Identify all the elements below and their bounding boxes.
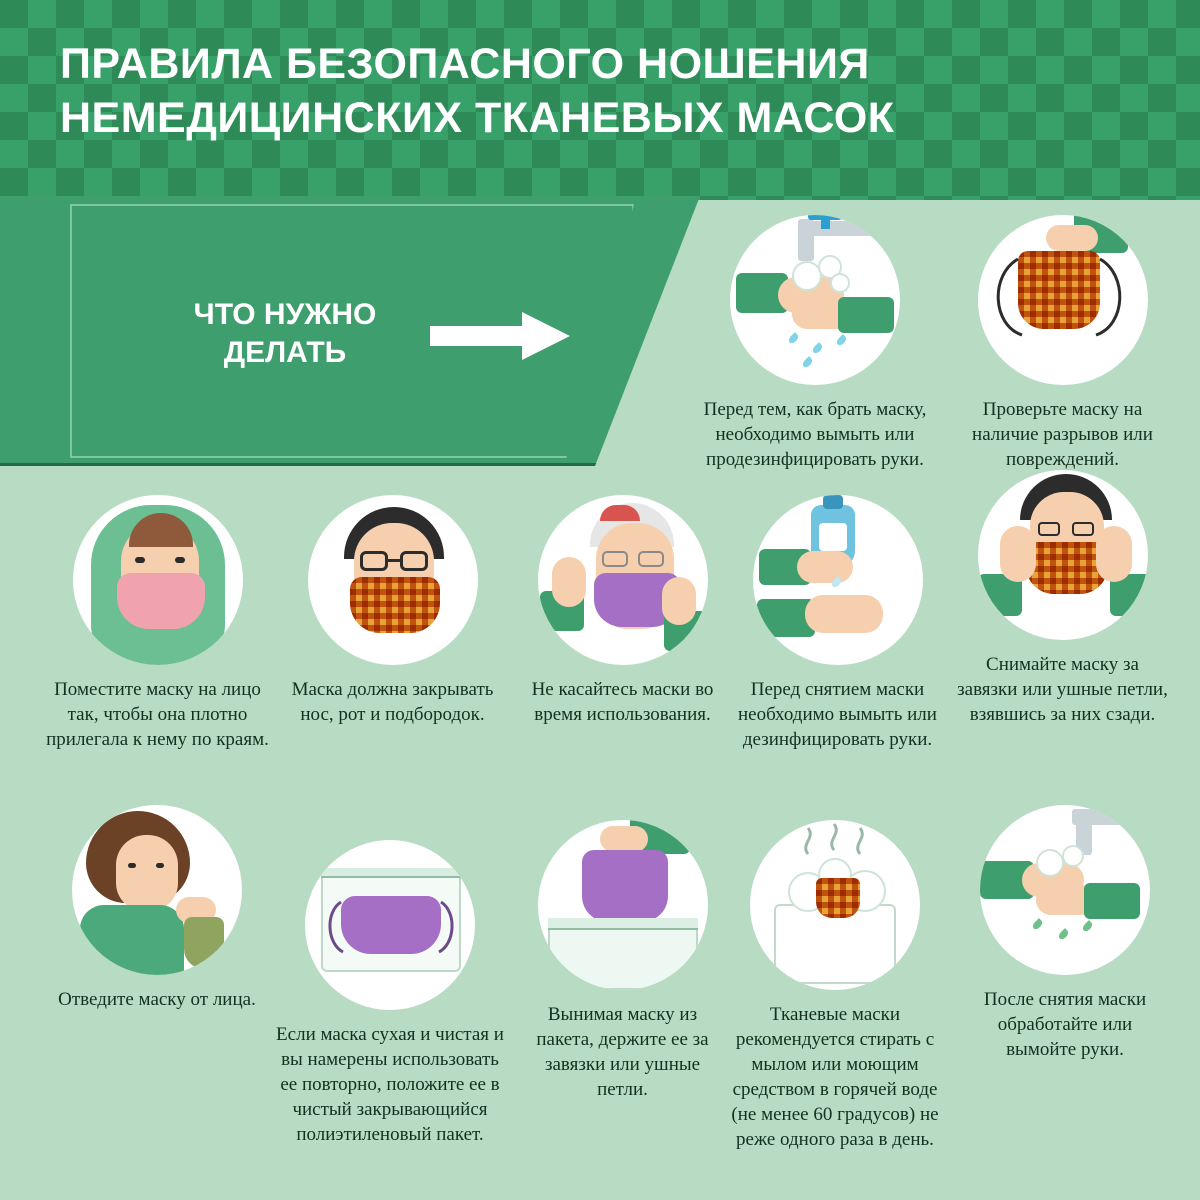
step-3-caption: Поместите маску на лицо так, чтобы она плотно прилегала к нему по краям. <box>46 679 269 751</box>
sanitizer-bottle-hand-icon <box>753 495 923 665</box>
step-7-caption: Снимайте маску за завязки или ушные петли, взявшись за них сзади. <box>957 654 1168 726</box>
step-10 <box>520 820 725 1102</box>
step-1 <box>700 215 930 472</box>
step-9 <box>275 840 505 1147</box>
step-4 <box>285 495 500 727</box>
step-6 <box>730 495 945 752</box>
step-6-caption: Перед снятием маски необходимо вымыть или дезинфицировать руки. <box>738 679 937 751</box>
step-11 <box>725 820 945 1152</box>
step-8-caption: Отведите маску от лица. <box>58 989 256 1010</box>
step-5-caption: Не касайтесь маски во время использования. <box>531 679 714 726</box>
step-12-caption: После снятия маски обработайте или вымойте руки. <box>983 989 1147 1061</box>
what-to-do-label: ЧТО НУЖНО ДЕЛАТЬ <box>193 298 377 369</box>
poster-header <box>0 0 1200 200</box>
step-2-caption: Проверьте маску на наличие разрывов или повреждений. <box>972 399 1153 471</box>
hand-holding-mask-inspect-icon <box>978 215 1148 385</box>
man-glasses-orange-mask-icon <box>308 495 478 665</box>
mask-washing-in-hot-water-icon <box>750 820 920 990</box>
step-12 <box>965 805 1165 1062</box>
step-8 <box>52 805 262 1012</box>
step-9-caption: Если маска сухая и чистая и вы намерены использовать ее повторно, положите ее в чистый закрывающийся полиэтиленовый пакет. <box>276 1024 504 1146</box>
arrow-right-icon <box>430 312 570 360</box>
woman-pulling-mask-away-icon <box>72 805 242 975</box>
step-5 <box>520 495 725 727</box>
hand-taking-mask-from-bag-icon <box>538 820 708 990</box>
woman-headscarf-pink-mask-icon <box>73 495 243 665</box>
washing-hands-under-tap-icon <box>730 215 900 385</box>
step-11-caption: Тканевые маски рекомендуется стирать с мылом или моющим средством в горячей воде (не менее 60 градусов) не реже одного раза в день. <box>731 1004 939 1151</box>
step-1-caption: Перед тем, как брать маску, необходимо вымыть или продезинфицировать руки. <box>703 399 927 471</box>
mask-in-plastic-bag-icon <box>305 840 475 1010</box>
step-7 <box>955 470 1170 727</box>
step-4-caption: Маска должна закрывать нос, рот и подбородок. <box>291 679 494 726</box>
page-title: ПРАВИЛА БЕЗОПАСНОГО НОШЕНИЯ НЕМЕДИЦИНСКИХ ТКАНЕВЫХ МАСОК <box>60 40 895 142</box>
step-3 <box>45 495 270 752</box>
elderly-woman-hands-away-icon <box>538 495 708 665</box>
step-10-caption: Вынимая маску из пакета, держите ее за завязки или ушные петли. <box>536 1004 709 1101</box>
washing-hands-after-removal-icon <box>980 805 1150 975</box>
step-2 <box>955 215 1170 472</box>
man-removing-mask-by-loops-icon <box>978 470 1148 640</box>
